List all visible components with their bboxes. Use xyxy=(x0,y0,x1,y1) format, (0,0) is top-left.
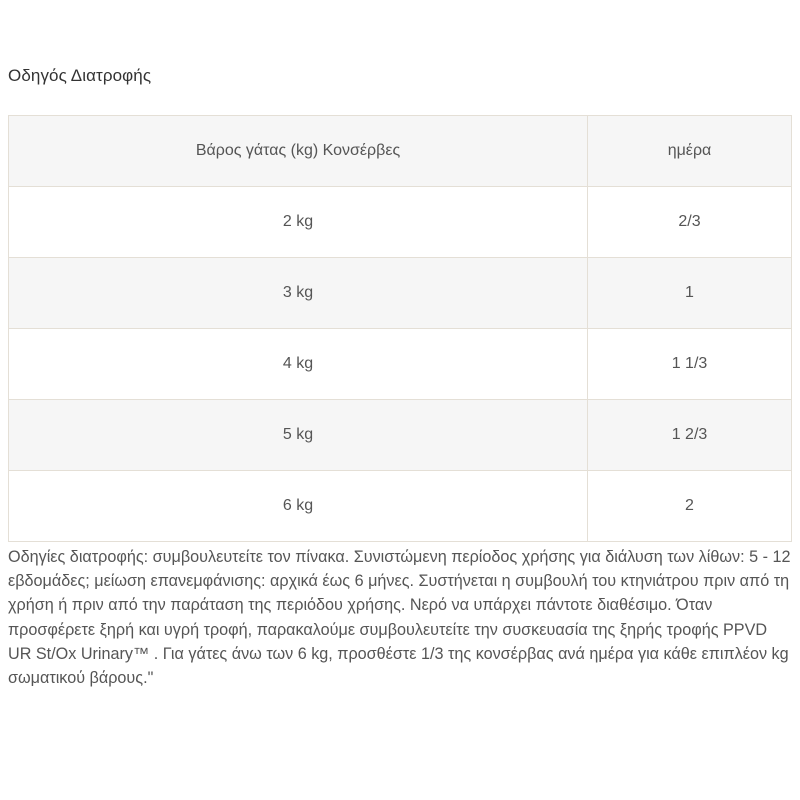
cell-amount: 1 xyxy=(588,258,792,329)
cell-amount: 1 1/3 xyxy=(588,329,792,400)
table-row xyxy=(9,471,792,542)
section-title: Οδηγός Διατροφής xyxy=(8,66,152,85)
cell-weight: 4 kg xyxy=(9,329,588,400)
header-weight: Βάρος γάτας (kg) Κονσέρβες xyxy=(9,116,588,187)
cell-amount: 2 xyxy=(588,471,792,542)
table-row xyxy=(9,400,792,471)
cell-amount: 2/3 xyxy=(588,187,792,258)
table-header-row xyxy=(9,116,792,187)
feeding-table xyxy=(8,115,792,542)
cell-weight: 6 kg xyxy=(9,471,588,542)
table-row xyxy=(9,187,792,258)
cell-weight: 3 kg xyxy=(9,258,588,329)
feeding-instructions: Οδηγίες διατροφής: συμβουλευτείτε τον πίνακα. Συνιστώμενη περίοδος χρήσης για διάλυση των λίθων: 5 - 12 εβδομάδες; μείωση επανεμφάνισης: αρχικά έως 6 μήνες. Συστήνεται η συμβουλή του κτηνιάτρου πριν από τη χρήση ή πριν από την παράταση της περιόδου χρήσης. Νερό να υπάρχει πάντοτε διαθέσιμο. Όταν προσφέρετε ξηρή και υγρή τροφή, παρακαλούμε συμβουλευτείτε την συσκευασία της ξηρής τροφής PPVD UR St/Ox Urinary™ . Για γάτες άνω των 6 kg, προσθέστε 1/3 της κονσέρβας ανά ημέρα για κάθε επιπλέον kg σωματικού βάρους." xyxy=(8,548,791,688)
table-row xyxy=(9,258,792,329)
table-row xyxy=(9,329,792,400)
cell-amount: 1 2/3 xyxy=(588,400,792,471)
header-amount: ημέρα xyxy=(588,116,792,187)
cell-weight: 2 kg xyxy=(9,187,588,258)
cell-weight: 5 kg xyxy=(9,400,588,471)
